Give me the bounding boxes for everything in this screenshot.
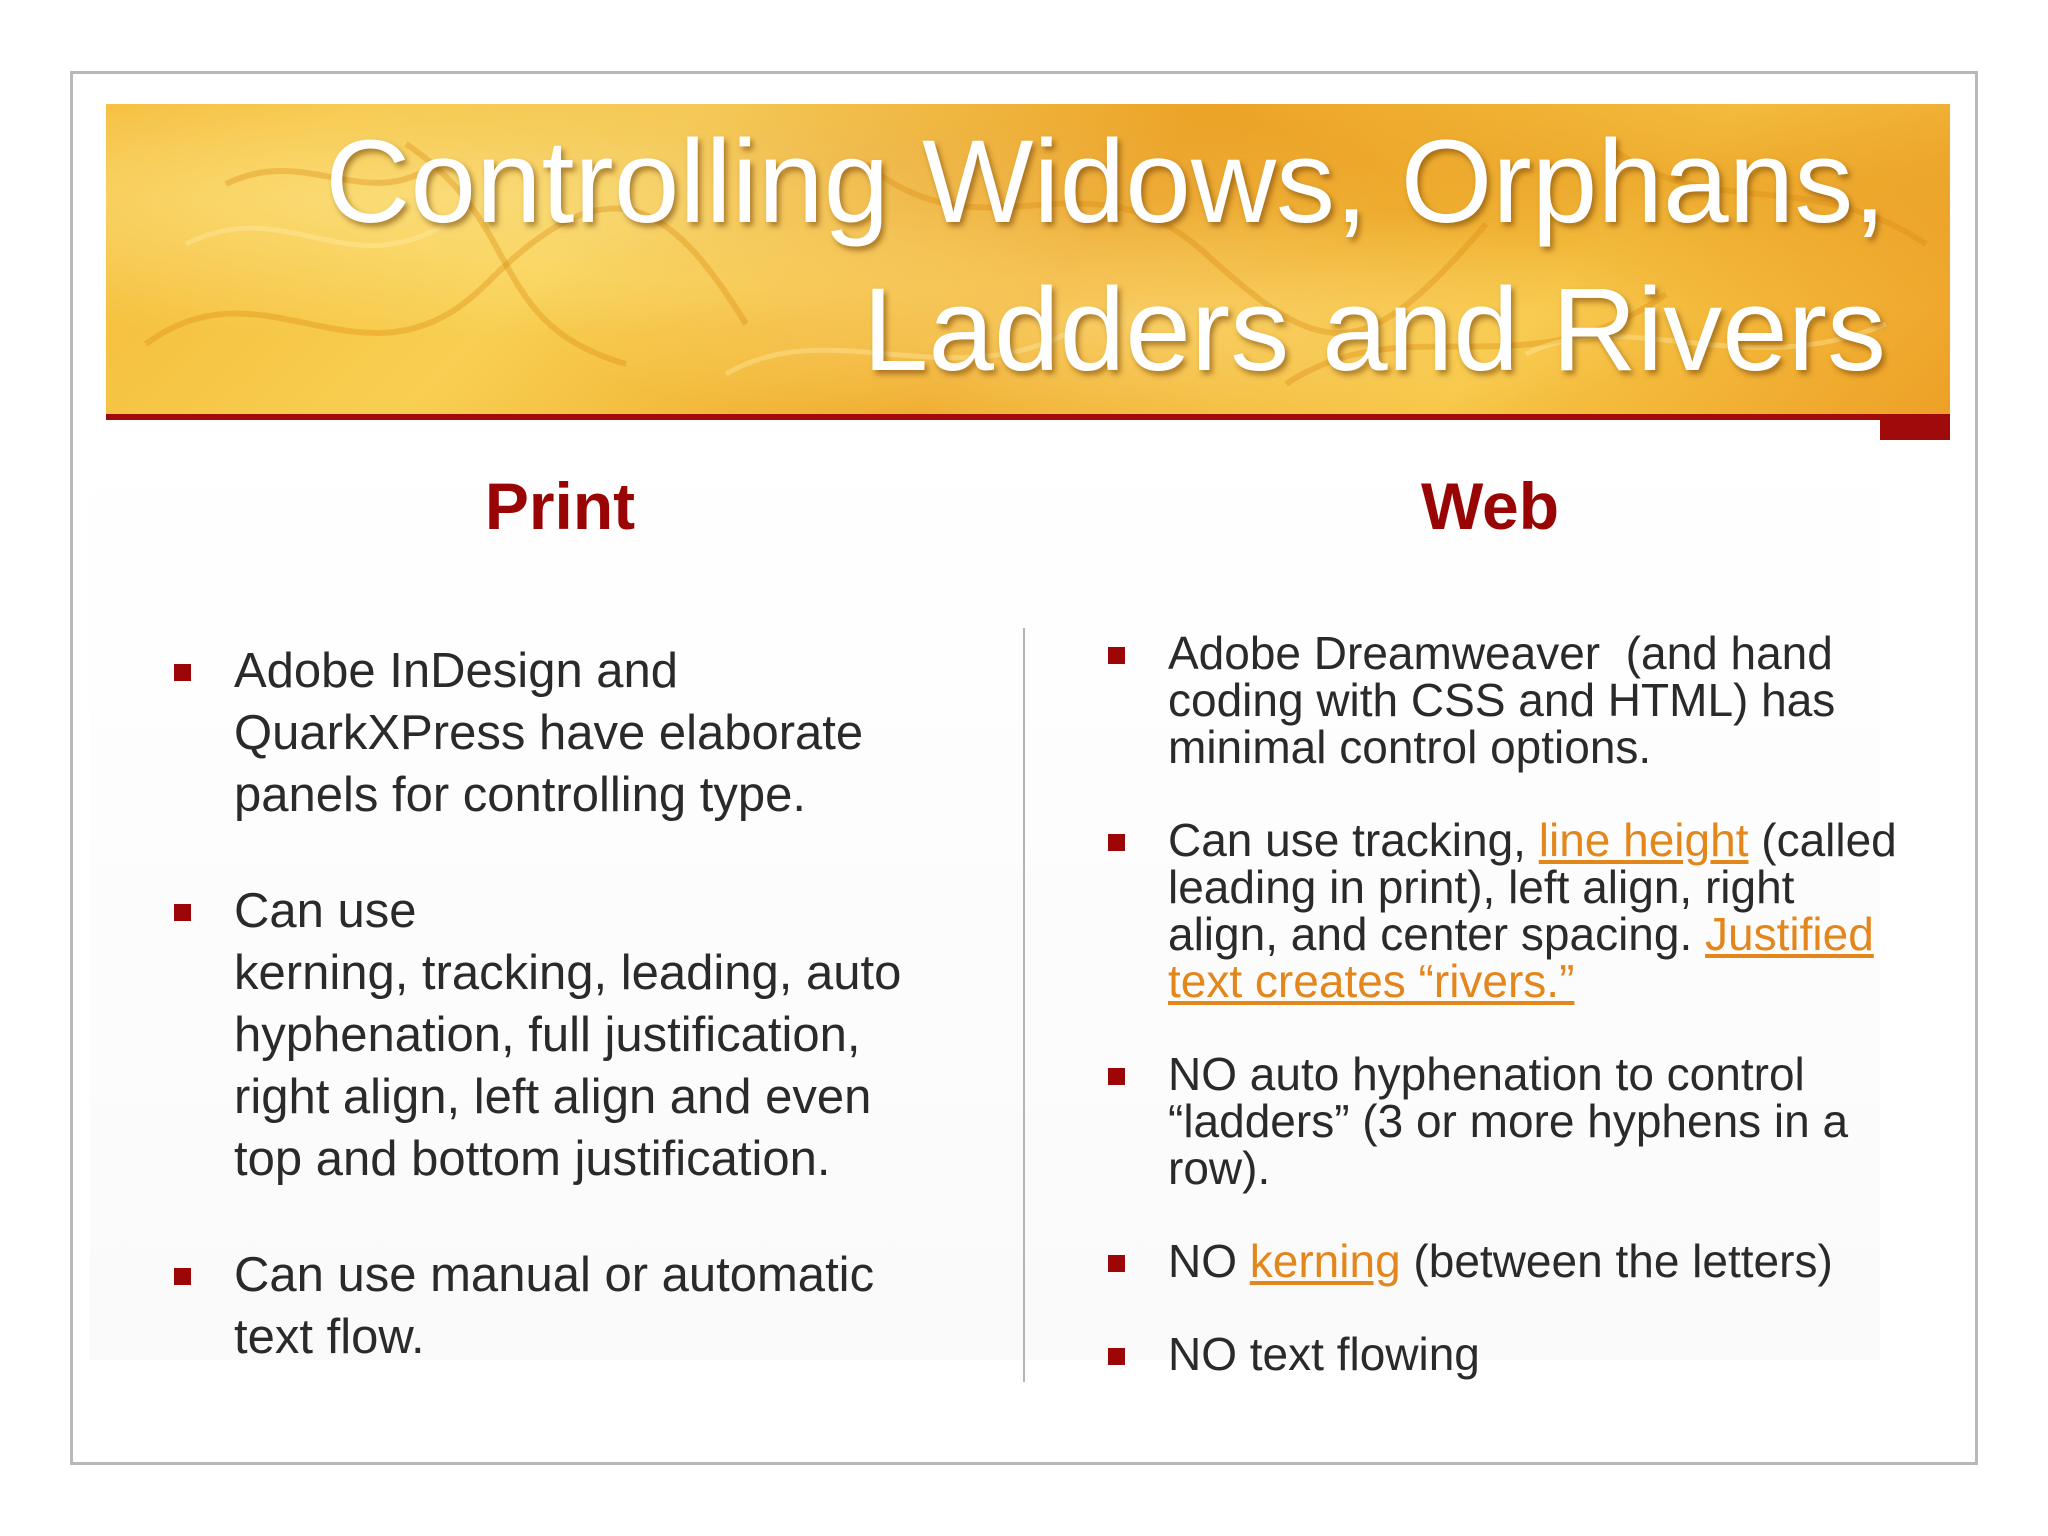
web-item-2 [1104,814,1910,1007]
web-item-4-prefix: NO [1168,1235,1250,1287]
web-item-2-prefix: Can use tracking, [1168,814,1539,866]
square-bullet-icon [1108,1348,1125,1365]
print-item-2-line-1: Can use [234,884,417,938]
print-item-3 [168,1244,948,1368]
web-item-5 [1104,1328,1904,1380]
web-item-4-suffix: (between the letters) [1400,1235,1833,1287]
print-item-2-line-2: kerning, tracking, leading, auto hyphenation, full justification, right align, left align and even top and bottom justification. [234,946,902,1186]
square-bullet-icon [1108,1255,1125,1272]
web-item-3 [1104,1048,1904,1194]
print-item-2 [168,880,948,1190]
print-list [168,640,948,1422]
web-item-1-text: Adobe Dreamweaver (and hand coding with CSS and HTML) has minimal control options. [1168,627,1849,773]
title-line-2: Ladders and Rivers [862,264,1886,396]
web-item-1 [1104,627,1904,773]
print-heading: Print [484,469,636,543]
title-line-1: Controlling Widows, Orphans, [325,116,1886,248]
justified-text-link[interactable]: Justified text creates “rivers.” [1168,908,1874,1007]
title-banner [106,104,1950,414]
square-bullet-icon [1108,1068,1125,1085]
web-item-2-middle: (called leading in print), left align, right align, and center spacing. [1168,814,1910,960]
web-list [1104,627,1910,1424]
web-heading: Web [1420,469,1560,543]
square-bullet-icon [174,664,191,681]
web-item-3-text: NO auto hyphenation to control “ladders” (3 or more hyphens in a row). [1168,1048,1849,1194]
square-bullet-icon [1108,647,1125,664]
column-divider [1023,628,1025,1382]
kerning-link[interactable]: kerning [1249,1235,1401,1287]
web-item-4 [1104,1235,1904,1287]
slide-title [325,108,1886,404]
square-bullet-icon [174,904,191,921]
print-item-1-text: Adobe InDesign and QuarkXPress have elaborate panels for controlling type. [234,644,864,822]
line-height-link[interactable]: line height [1538,814,1749,866]
print-item-1 [168,640,948,826]
web-item-5-text: NO text flowing [1168,1328,1480,1380]
square-bullet-icon [174,1268,191,1285]
print-item-3-text: Can use manual or automatic text flow. [234,1248,875,1364]
square-bullet-icon [1108,834,1125,851]
